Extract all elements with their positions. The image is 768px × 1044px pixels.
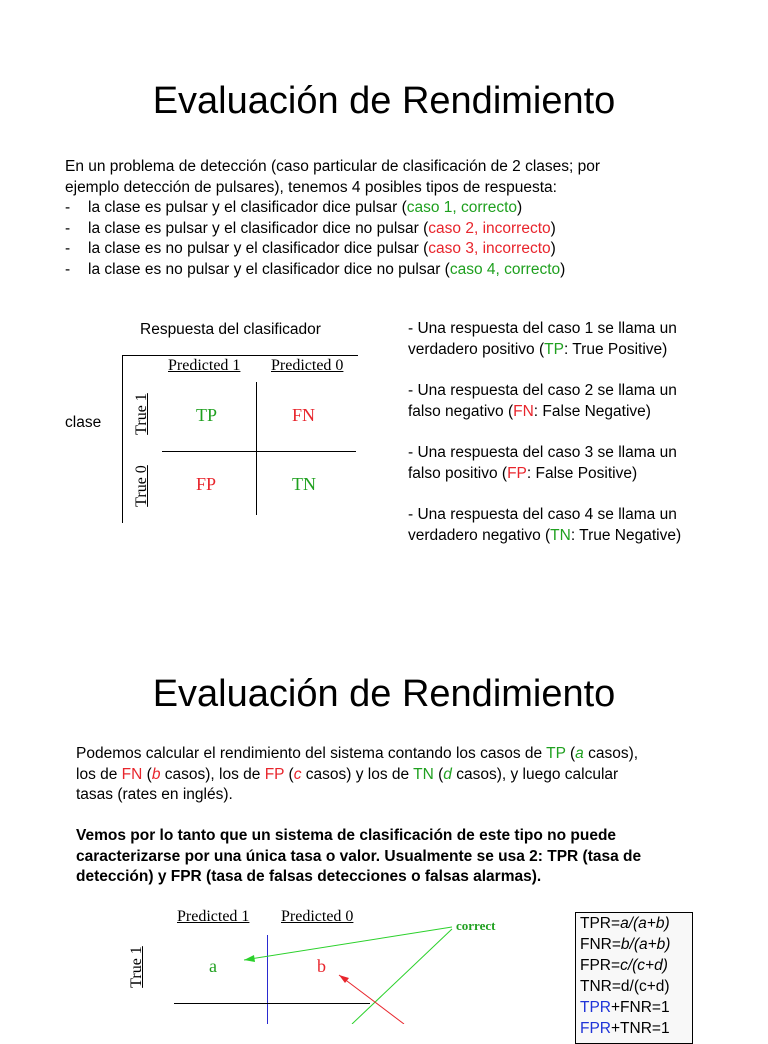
arrow-incorrect-to-b — [339, 975, 404, 1024]
formula-tnr: TNR=d/(c+d) — [580, 978, 670, 995]
row-header-true-1: True 1 — [128, 946, 145, 988]
cell-tp: TP — [196, 405, 218, 425]
bullet-item: - la clase es pulsar y el clasificador dice pulsar (caso 1, correcto) — [65, 199, 523, 216]
abbr-tp: TP — [546, 745, 566, 762]
slide2-paragraph: Podemos calcular el rendimiento del sistema contando los casos de TP (a casos), los de FN (b casos), los de FP (c casos) y los de TN (d casos), y luego calcular tasas (rates en inglés). — [76, 745, 639, 803]
case-tag: caso 3, incorrecto — [428, 240, 551, 257]
bullet-item: - la clase es no pulsar y el clasificador dice no pulsar (caso 4, correcto) — [65, 260, 566, 278]
arrow-correct-to-a — [244, 927, 452, 960]
bullet-item: - la clase es no pulsar y el clasificador dice pulsar (caso 3, incorrecto) — [65, 240, 556, 257]
slide2-title: Evaluación de Rendimiento — [152, 673, 616, 715]
formula-sum-1: TPR+FNR=1 — [580, 999, 670, 1016]
row-header-true-1: True 1 — [133, 393, 150, 435]
explanation-fn: - Una respuesta del caso 2 se llama un falso negativo (FN: False Negative) — [408, 382, 677, 420]
abbr-tn: TN — [550, 526, 571, 544]
abbr-fp: FP — [507, 464, 527, 482]
cell-fp: FP — [196, 474, 217, 494]
arrow-head — [244, 955, 255, 962]
row-caption: clase — [65, 414, 102, 431]
slide1-title: Evaluación de Rendimiento — [152, 80, 616, 122]
abbr-fn: FN — [121, 765, 143, 783]
abbr-tp: TP — [544, 340, 564, 358]
abbr-fn: FN — [513, 402, 534, 420]
col-header-predicted-1: Predicted 1 — [168, 357, 241, 374]
arrow-correct-to-d — [352, 929, 452, 1024]
explanation-tn: - Una respuesta del caso 4 se llama un verdadero negativo (TN: True Negative) — [408, 506, 682, 544]
row-header-true-0: True 0 — [133, 465, 150, 507]
slide2-bold-statement: Vemos por lo tanto que un sistema de clasificación de este tipo no puede caracterizarse por una única tasa o valor. Usualmente se usa 2: TPR (tasa de detección) y FPR (tasa de falsas detecciones o falsas alarmas). — [76, 827, 642, 885]
explanation-tp: - Una respuesta del caso 1 se llama un verdadero positivo (TP: True Positive) — [408, 320, 677, 358]
explanation-fp: - Una respuesta del caso 3 se llama un falso positivo (FP: False Positive) — [408, 444, 677, 482]
col-header-predicted-0: Predicted 0 — [271, 357, 344, 374]
bullet-item: - la clase es pulsar y el clasificador dice no pulsar (caso 2, incorrecto) — [65, 219, 556, 237]
formula-fnr: FNR=b/(a+b) — [580, 936, 671, 953]
matrix-caption: Respuesta del clasificador — [140, 321, 321, 338]
case-tag: caso 1, correcto — [406, 199, 518, 216]
col-header-predicted-0: Predicted 0 — [281, 908, 354, 925]
case-tag: caso 2, incorrecto — [428, 219, 551, 237]
cell-a: a — [209, 956, 217, 976]
cell-fn: FN — [292, 405, 316, 425]
rates-formula-box — [575, 912, 693, 1044]
case-tag: caso 4, correcto — [449, 260, 561, 278]
abbr-tn: TN — [413, 765, 434, 783]
intro-line-2: ejemplo detección de pulsares), tenemos 4 posibles tipos de respuesta: — [65, 178, 557, 196]
annotation-correct: correct — [456, 918, 496, 933]
col-header-predicted-1: Predicted 1 — [177, 908, 250, 925]
formula-tpr: TPR=a/(a+b) — [580, 915, 670, 932]
formula-sum-2: FPR+TNR=1 — [580, 1020, 670, 1037]
cell-tn: TN — [292, 474, 316, 494]
abbr-fp: FP — [264, 765, 285, 783]
intro-line-1: En un problema de detección (caso particular de clasificación de 2 clases; por — [65, 158, 601, 175]
cell-b: b — [317, 956, 326, 976]
formula-fpr: FPR=c/(c+d) — [580, 957, 668, 974]
